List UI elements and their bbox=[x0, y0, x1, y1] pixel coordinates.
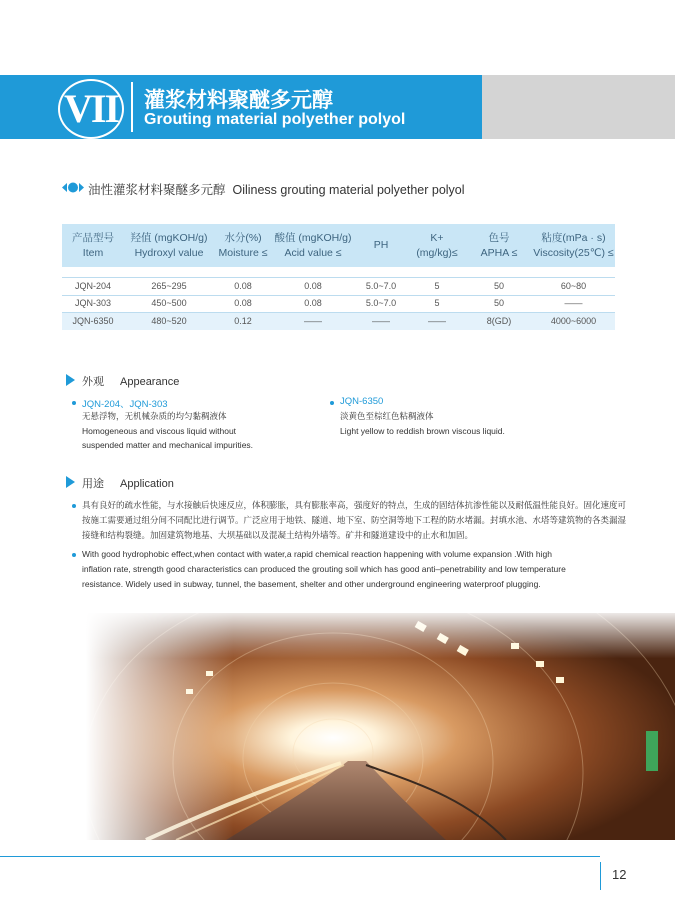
page-number: 12 bbox=[612, 867, 627, 882]
table-header-cell bbox=[214, 224, 272, 267]
table-cell: JQN-204 bbox=[74, 281, 111, 291]
table-row-divider bbox=[62, 277, 615, 278]
application-en-line: resistance. Widely used in subway, tunnel, the basement, shelter and other underground engineering waterproof plugging. bbox=[82, 579, 541, 589]
header-cn: 色号 bbox=[488, 231, 510, 244]
table-cell: JQN-303 bbox=[74, 298, 111, 308]
table-cell: 8(GD) bbox=[486, 316, 512, 326]
table-cell: 5 bbox=[434, 298, 440, 308]
page-title-cn: 灌浆材料聚醚多元醇 bbox=[144, 89, 333, 112]
subtitle-arrow-icon bbox=[62, 182, 84, 193]
application-cn-line: 具有良好的疏水性能，与水接触后快速反应，体积膨胀，具有膨胀率高，强度好的特点，生成的固结体抗渗性能以及耐低温性能良好。固化速度可 bbox=[82, 500, 627, 510]
table-cell: —— bbox=[428, 316, 446, 326]
bullet-icon bbox=[72, 504, 76, 508]
bullet-icon bbox=[72, 401, 76, 405]
chapter-number: VII bbox=[58, 79, 124, 139]
table-cell: 5.0~7.0 bbox=[365, 298, 397, 308]
header-cn: 羟值 (mgKOH/g) bbox=[130, 231, 208, 244]
table-cell: 0.12 bbox=[234, 316, 252, 326]
table-header-cell bbox=[466, 224, 532, 267]
bullet-icon bbox=[72, 553, 76, 557]
table-cell: 0.08 bbox=[304, 281, 322, 291]
table-cell: 480~520 bbox=[151, 316, 187, 326]
table-cell: 5.0~7.0 bbox=[365, 281, 397, 291]
table-cell: —— bbox=[564, 298, 583, 308]
header-cn: 水分(%) bbox=[224, 231, 262, 244]
table-header-cell bbox=[532, 224, 615, 267]
table-cell: —— bbox=[372, 316, 390, 326]
application-en-line: inflation rate, strength good characteristics can produced the grouting soil which has good anti–penetrability and low temperature bbox=[82, 564, 566, 574]
application-heading-en: Application bbox=[120, 478, 174, 490]
table-cell: —— bbox=[304, 316, 322, 326]
footer-line bbox=[0, 856, 600, 857]
header-band-tail bbox=[482, 75, 675, 139]
table-cell: 0.08 bbox=[234, 298, 252, 308]
appearance-heading bbox=[82, 373, 195, 389]
header-en: APHA ≤ bbox=[480, 246, 518, 259]
header-en: Acid value ≤ bbox=[284, 246, 342, 259]
table-cell: 450~500 bbox=[151, 298, 187, 308]
table-row-divider bbox=[62, 295, 615, 296]
appearance-left-label: JQN-204、JQN-303 bbox=[82, 399, 168, 410]
table-cell: 50 bbox=[493, 281, 504, 291]
application-cn-line: 按施工需要通过组分间不同配比进行调节。广泛应用于地铁、隧道、地下室、防空洞等地下工程的防水堵漏。封填水池、水塔等建筑物的各类漏湿 bbox=[82, 515, 627, 525]
table-cell: 60~80 bbox=[560, 281, 587, 291]
appearance-arrow-icon bbox=[66, 374, 75, 386]
appearance-heading-en: Appearance bbox=[120, 376, 180, 388]
table-cell: 4000~6000 bbox=[550, 316, 597, 326]
header-cn: 粘度(mPa · s) bbox=[541, 231, 606, 244]
table-header-cell bbox=[272, 224, 354, 267]
application-cn-line: 接缝和结构裂缝。加固建筑物地基、大坝基础以及混凝土结构外墙等。矿井和隧道建设中的止水和加固。 bbox=[82, 530, 474, 540]
table-header-cell bbox=[124, 224, 214, 267]
section-subtitle-en: Oiliness grouting material polyether polyol bbox=[232, 183, 465, 197]
appearance-right-cn: 淡黄色至棕红色粘稠液体 bbox=[340, 411, 434, 421]
application-heading-cn: 用途 bbox=[82, 478, 104, 490]
table-cell: JQN-6350 bbox=[72, 316, 114, 326]
header-en: (mg/kg)≤ bbox=[416, 246, 458, 259]
table-cell: 0.08 bbox=[234, 281, 252, 291]
header-divider bbox=[131, 82, 133, 132]
header-cn: PH bbox=[373, 239, 389, 251]
header-en: Moisture ≤ bbox=[218, 246, 268, 259]
appearance-right-label: JQN-6350 bbox=[340, 396, 384, 407]
application-heading bbox=[82, 475, 190, 491]
table-cell: 0.08 bbox=[304, 298, 322, 308]
tunnel-photo bbox=[86, 613, 675, 840]
section-subtitle bbox=[88, 180, 465, 198]
bullet-icon bbox=[330, 401, 334, 405]
appearance-heading-cn: 外观 bbox=[82, 376, 104, 388]
application-en-line: With good hydrophobic effect,when contact with water,a rapid chemical reaction happening with volume expansion .With high bbox=[82, 549, 552, 559]
footer-divider bbox=[600, 862, 601, 890]
header-cn: K+ bbox=[430, 231, 444, 244]
header-en: Hydroxyl value bbox=[134, 246, 204, 259]
appearance-left-cn: 无悬浮物，无机械杂质的均匀黏稠液体 bbox=[82, 411, 227, 421]
table-header-cell bbox=[408, 224, 466, 267]
table-cell: 50 bbox=[493, 298, 504, 308]
table-header-cell bbox=[62, 224, 124, 267]
header-en: Item bbox=[82, 246, 104, 259]
appearance-right-en: Light yellow to reddish brown viscous liquid. bbox=[340, 426, 505, 436]
table-cell: 5 bbox=[434, 281, 440, 291]
appearance-left-en2: suspended matter and mechanical impurities. bbox=[82, 440, 254, 450]
appearance-left-en1: Homogeneous and viscous liquid without bbox=[82, 426, 237, 436]
header-cn: 产品型号 bbox=[72, 231, 114, 244]
header-cn: 酸值 (mgKOH/g) bbox=[274, 231, 352, 244]
section-subtitle-cn: 油性灌浆材料聚醚多元醇 bbox=[88, 183, 226, 197]
table-cell: 265~295 bbox=[151, 281, 187, 291]
header-en: Viscosity(25℃) ≤ bbox=[533, 246, 614, 259]
application-arrow-icon bbox=[66, 476, 75, 488]
page-title-en: Grouting material polyether polyol bbox=[144, 111, 406, 128]
table-header-cell bbox=[354, 224, 408, 267]
